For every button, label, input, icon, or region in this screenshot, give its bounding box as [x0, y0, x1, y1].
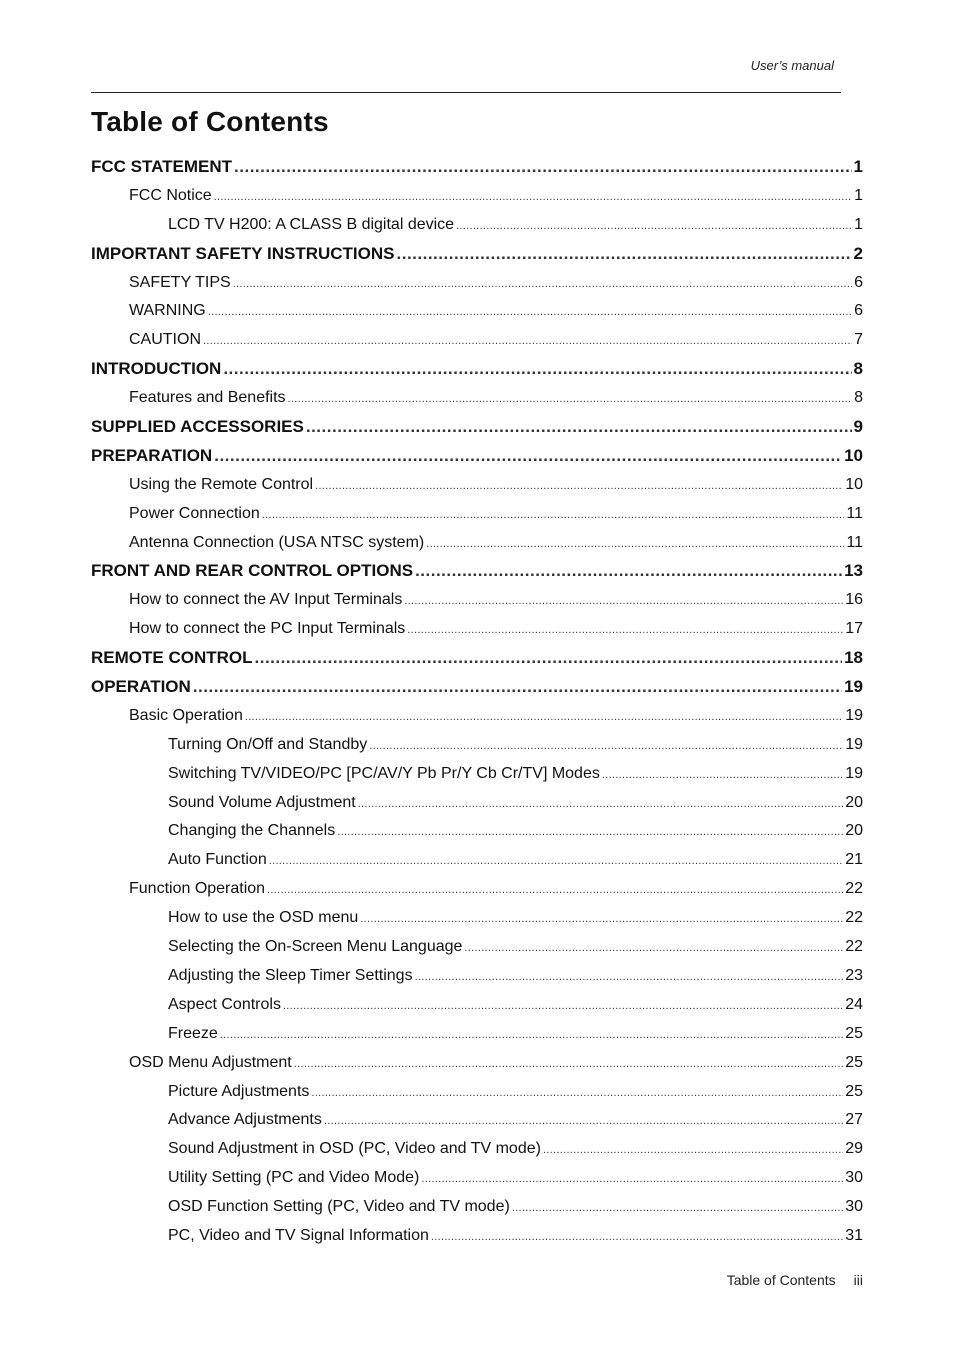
toc-entry[interactable] [91, 211, 863, 240]
toc-entry[interactable] [91, 586, 863, 615]
toc-entry[interactable] [91, 615, 863, 644]
dot-leader [255, 644, 843, 673]
toc-entry-label: Basic Operation [129, 706, 243, 724]
header-rule [91, 92, 841, 93]
toc-entry-page: 10 [845, 475, 863, 493]
dot-leader [269, 847, 843, 876]
toc-entry-label: Freeze [168, 1024, 218, 1042]
dot-leader [456, 212, 852, 241]
toc-entry-label: SUPPLIED ACCESSORIES [91, 417, 304, 437]
toc-entry-page: 1 [853, 157, 863, 176]
toc-entry-label: LCD TV H200: A CLASS B digital device [168, 215, 455, 233]
toc-entry[interactable] [91, 297, 863, 326]
dot-leader [360, 905, 843, 934]
dot-leader [193, 673, 842, 702]
toc-entry-page: 25 [845, 1082, 863, 1100]
toc-entry-page: 6 [854, 273, 863, 291]
toc-entry[interactable] [91, 1164, 863, 1193]
toc-entry-label: REMOTE CONTROL [91, 648, 253, 668]
toc-entry-page: 19 [845, 764, 863, 782]
toc-entry[interactable] [91, 153, 863, 182]
toc-entry-label: How to use the OSD menu [168, 909, 359, 927]
toc-entry[interactable] [91, 1020, 863, 1049]
toc-entry-page: 10 [844, 445, 863, 465]
toc-entry[interactable] [91, 384, 863, 413]
toc-entry[interactable] [91, 1222, 863, 1251]
toc-entry-label: FCC STATEMENT [91, 157, 233, 176]
dot-leader [543, 1136, 843, 1165]
toc-entry[interactable] [91, 644, 863, 673]
dot-leader [415, 557, 842, 586]
toc-entry-page: 22 [845, 909, 863, 927]
toc-entry-label: WARNING [129, 302, 206, 320]
toc-entry-label: Features and Benefits [129, 389, 286, 407]
toc-entry[interactable] [91, 673, 863, 702]
toc-entry-page: 1 [854, 186, 863, 204]
toc-entry[interactable] [91, 500, 863, 529]
toc-entry-label: Switching TV/VIDEO/PC [PC/AV/Y Pb Pr/Y Cb Cr/TV] Modes [168, 764, 600, 782]
toc-entry-label: OPERATION [91, 677, 191, 697]
toc-entry-page: 30 [845, 1198, 863, 1216]
toc-entry-label: OSD Menu Adjustment [129, 1053, 292, 1071]
toc-entry-label: How to connect the PC Input Terminals [129, 620, 406, 638]
dot-leader [294, 1050, 843, 1079]
toc-entry-label: Picture Adjustments [168, 1082, 310, 1100]
dot-leader [245, 703, 843, 732]
toc-entry-page: 13 [844, 561, 863, 581]
dot-leader [223, 355, 851, 384]
toc-entry-page: 20 [845, 793, 863, 811]
dot-leader [407, 616, 843, 645]
toc-entry-label: Using the Remote Control [129, 475, 314, 493]
toc-entry-label: PREPARATION [91, 445, 213, 465]
dot-leader [415, 963, 844, 992]
dot-leader [369, 732, 843, 761]
running-header: User’s manual [750, 58, 834, 73]
toc-entry-label: FRONT AND REAR CONTROL OPTIONS [91, 561, 414, 581]
dot-leader [262, 501, 845, 530]
toc-entry-page: 18 [844, 648, 863, 668]
toc-entry[interactable] [91, 731, 863, 760]
toc-entry-page: 17 [845, 620, 863, 638]
toc-entry-page: 21 [845, 851, 863, 869]
toc-entry-label: Sound Adjustment in OSD (PC, Video and TV mode) [168, 1140, 541, 1158]
toc-entry[interactable] [91, 1049, 863, 1078]
toc-entry[interactable] [91, 875, 863, 904]
dot-leader [306, 413, 852, 442]
toc-entry-label: PC, Video and TV Signal Information [168, 1226, 429, 1244]
dot-leader [311, 1079, 843, 1108]
toc-entry-page: 6 [854, 302, 863, 320]
dot-leader [214, 183, 852, 212]
toc-entry[interactable] [91, 904, 863, 933]
toc-entry-label: Auto Function [168, 851, 267, 869]
toc-entry-label: Turning On/Off and Standby [168, 735, 368, 753]
dot-leader [464, 934, 843, 963]
toc-entry[interactable] [91, 269, 863, 298]
dot-leader [431, 1223, 843, 1252]
toc-entry-page: 1 [854, 215, 863, 233]
footer-page-number: iii [853, 1272, 863, 1288]
toc-entry[interactable] [91, 846, 863, 875]
toc-entry-page: 7 [854, 331, 863, 349]
toc-entry-page: 22 [845, 938, 863, 956]
toc-entry[interactable] [91, 442, 863, 471]
toc-entry[interactable] [91, 557, 863, 586]
toc-entry[interactable] [91, 471, 863, 500]
toc-entry-label: INTRODUCTION [91, 359, 222, 379]
toc-entry-page: 9 [853, 417, 863, 437]
toc-entry-page: 23 [845, 966, 863, 984]
toc-entry[interactable] [91, 933, 863, 962]
toc-entry[interactable] [91, 991, 863, 1020]
toc-entry-label: How to connect the AV Input Terminals [129, 591, 403, 609]
toc-entry[interactable] [91, 355, 863, 384]
toc-list [91, 153, 863, 1251]
toc-entry-label: SAFETY TIPS [129, 273, 231, 291]
footer-label: Table of Contents [726, 1272, 836, 1288]
toc-entry-label: OSD Function Setting (PC, Video and TV mode) [168, 1198, 510, 1216]
page-footer [727, 1272, 863, 1288]
toc-entry-label: FCC Notice [129, 186, 212, 204]
dot-leader [233, 270, 852, 299]
dot-leader [220, 1021, 843, 1050]
dot-leader [324, 1107, 843, 1136]
toc-entry-page: 2 [853, 243, 863, 263]
dot-leader [288, 385, 853, 414]
toc-entry[interactable] [91, 962, 863, 991]
dot-leader [203, 327, 852, 356]
toc-entry-label: Utility Setting (PC and Video Mode) [168, 1169, 420, 1187]
toc-entry-page: 19 [845, 735, 863, 753]
toc-entry[interactable] [91, 326, 863, 355]
toc-entry-page: 8 [854, 389, 863, 407]
toc-entry-label: Function Operation [129, 880, 266, 898]
toc-entry-page: 27 [845, 1111, 863, 1129]
toc-entry[interactable] [91, 760, 863, 789]
toc-entry[interactable] [91, 1106, 863, 1135]
toc-entry-label: Changing the Channels [168, 822, 336, 840]
toc-entry-label: Selecting the On-Screen Menu Language [168, 938, 463, 956]
dot-leader [234, 153, 852, 182]
toc-entry-page: 22 [845, 880, 863, 898]
toc-entry-page: 20 [845, 822, 863, 840]
toc-entry[interactable] [91, 1078, 863, 1107]
toc-entry[interactable] [91, 413, 863, 442]
toc-entry[interactable] [91, 182, 863, 211]
toc-entry-page: 11 [846, 504, 863, 522]
toc-entry-page: 25 [845, 1053, 863, 1071]
dot-leader [421, 1165, 843, 1194]
dot-leader [214, 442, 842, 471]
toc-entry[interactable] [91, 1135, 863, 1164]
toc-entry-page: 24 [845, 995, 863, 1013]
toc-entry-page: 29 [845, 1140, 863, 1158]
dot-leader [397, 240, 852, 269]
dot-leader [283, 992, 843, 1021]
toc-entry-page: 11 [846, 533, 863, 551]
dot-leader [602, 761, 843, 790]
toc-entry-page: 31 [845, 1226, 863, 1244]
toc-entry[interactable] [91, 529, 863, 558]
toc-entry-label: CAUTION [129, 331, 201, 349]
dot-leader [426, 530, 844, 559]
toc-entry-label: Adjusting the Sleep Timer Settings [168, 966, 413, 984]
toc-entry-label: IMPORTANT SAFETY INSTRUCTIONS [91, 243, 395, 263]
dot-leader [315, 472, 843, 501]
toc-entry-label: Antenna Connection (USA NTSC system) [129, 533, 425, 551]
toc-entry-page: 30 [845, 1169, 863, 1187]
toc-entry-page: 16 [845, 591, 863, 609]
toc-entry-label: Power Connection [129, 504, 260, 522]
dot-leader [404, 587, 843, 616]
toc-entry-page: 19 [844, 677, 863, 697]
toc-entry-label: Aspect Controls [168, 995, 281, 1013]
dot-leader [208, 298, 852, 327]
page-title: Table of Contents [91, 106, 329, 137]
dot-leader [512, 1194, 843, 1223]
toc-entry-page: 8 [853, 359, 863, 379]
dot-leader [358, 790, 844, 819]
toc-entry-label: Advance Adjustments [168, 1111, 322, 1129]
toc-entry-label: Sound Volume Adjustment [168, 793, 356, 811]
dot-leader [337, 818, 843, 847]
toc-entry-page: 25 [845, 1024, 863, 1042]
toc-entry[interactable] [91, 240, 863, 269]
toc-entry[interactable] [91, 789, 863, 818]
dot-leader [267, 876, 843, 905]
toc-entry[interactable] [91, 702, 863, 731]
toc-entry[interactable] [91, 817, 863, 846]
toc-entry[interactable] [91, 1193, 863, 1222]
toc-entry-page: 19 [845, 706, 863, 724]
